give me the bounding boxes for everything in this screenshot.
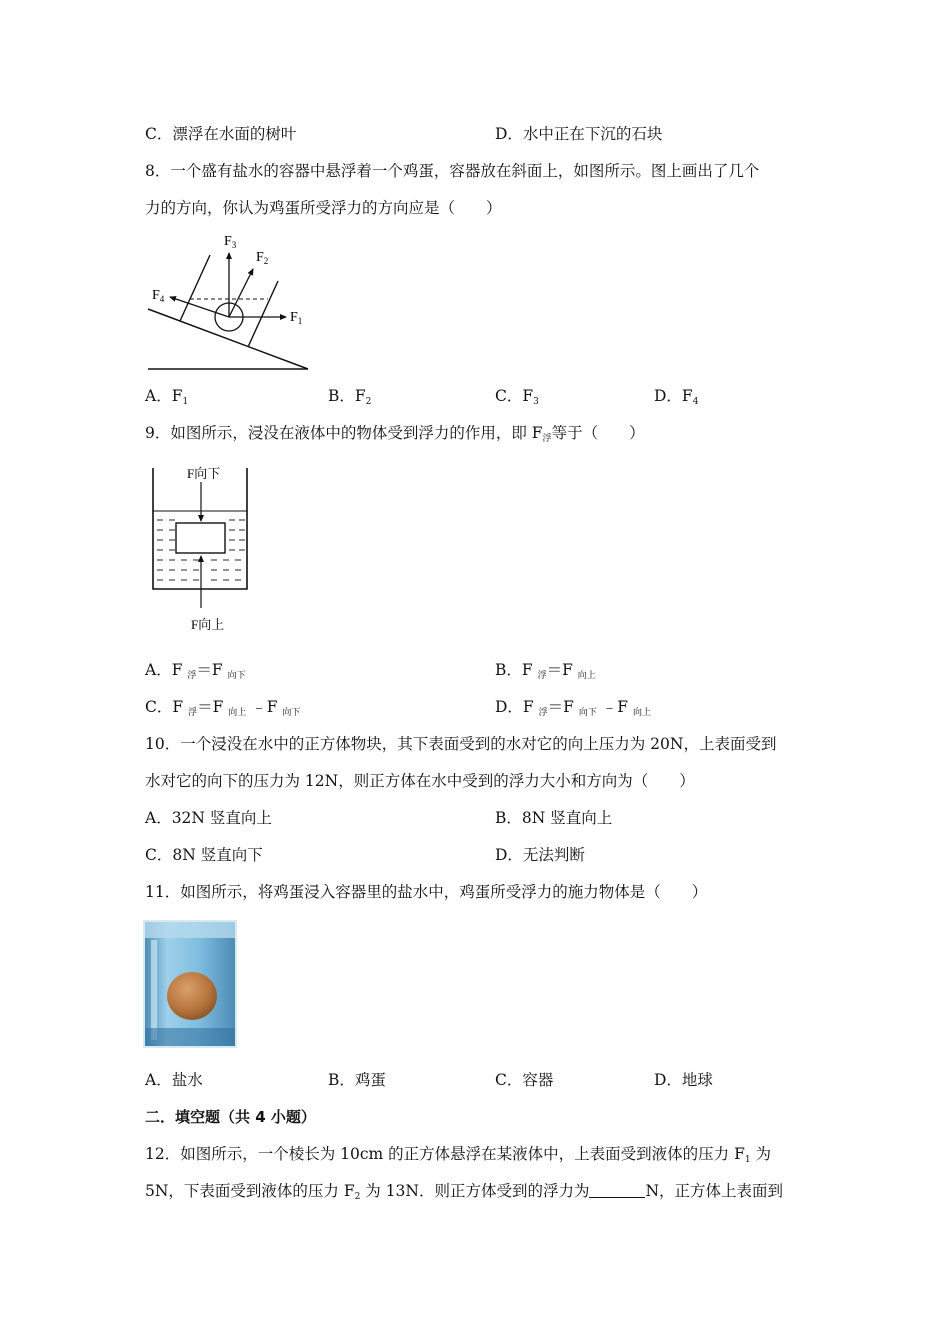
q12-text-line2: 5N，下表面受到液体的压力 $F_2$ 为 13N．则正方体受到的浮力为 N，正方体上表面到	[145, 1182, 784, 1202]
q11-text: 11．如图所示，将鸡蛋浸入容器里的盐水中，鸡蛋所受浮力的施力物体是（ ）	[145, 883, 708, 901]
q8-label-f2: $F_2$	[256, 250, 269, 266]
q11-option-c: C．容器	[495, 1071, 554, 1089]
q8-incline-figure	[140, 225, 330, 375]
q8-label-f1: $F_1$	[290, 310, 303, 326]
q7-option-d: D．水中正在下沉的石块	[495, 125, 663, 143]
q10-option-b: B．8N 竖直向上	[495, 809, 613, 827]
q11-option-b: B．鸡蛋	[328, 1071, 386, 1089]
q8-label-f4: $F_4$	[152, 288, 165, 304]
q10-option-d: D．无法判断	[495, 846, 585, 864]
q9-option-d: D．F $_浮$＝F $_{向下}$ ﹣F $_{向上}$	[495, 698, 651, 718]
q8-label-f3: $F_3$	[224, 234, 237, 250]
section-heading: 二．填空题（共 4 小题）	[145, 1108, 316, 1126]
q10-option-c: C．8N 竖直向下	[145, 846, 263, 864]
q9-option-a: A．F $_浮$＝F $_{向下}$	[145, 661, 246, 681]
q8-option-a: A．$F_1$	[145, 387, 189, 407]
q9-option-b: B．F $_浮$＝F $_{向上}$	[495, 661, 596, 681]
q8-option-b: B．$F_2$	[328, 387, 372, 407]
q11-egg-beaker-photo	[143, 920, 237, 1048]
q9-label-f-down: F向下	[187, 466, 221, 481]
q10-text-line2: 水对它的向下的压力为 12N，则正方体在水中受到的浮力大小和方向为（ ）	[145, 772, 695, 790]
q8-option-d: D．$F_4$	[654, 387, 699, 407]
q8-text-line1: 8．一个盛有盐水的容器中悬浮着一个鸡蛋，容器放在斜面上，如图所示。图上画出了几个	[145, 162, 760, 180]
q9-label-f-up: F向上	[191, 617, 225, 632]
q12-answer-blank[interactable]	[589, 1183, 645, 1198]
q12-text-line1: 12．如图所示，一个棱长为 10cm 的正方体悬浮在某液体中，上表面受到液体的压力 $F_1$ 为	[145, 1145, 772, 1165]
q8-text-line2: 力的方向，你认为鸡蛋所受浮力的方向应是（ ）	[145, 199, 502, 217]
q9-text: 9．如图所示，浸没在液体中的物体受到浮力的作用，即 $F_浮$等于（ ）	[145, 424, 645, 444]
q10-option-a: A．32N 竖直向上	[145, 809, 272, 827]
q11-option-d: D．地球	[654, 1071, 713, 1089]
q8-option-c: C．$F_3$	[495, 387, 539, 407]
q10-text-line1: 10．一个浸没在水中的正方体物块，其下表面受到的水对它的向上压力为 20N，上表面受到	[145, 735, 777, 753]
q9-option-c: C．F $_浮$＝F $_{向上}$ ﹣F $_{向下}$	[145, 698, 301, 718]
q9-container-figure	[145, 458, 255, 638]
q7-option-c: C．漂浮在水面的树叶	[145, 125, 297, 143]
q11-option-a: A．盐水	[145, 1071, 203, 1089]
